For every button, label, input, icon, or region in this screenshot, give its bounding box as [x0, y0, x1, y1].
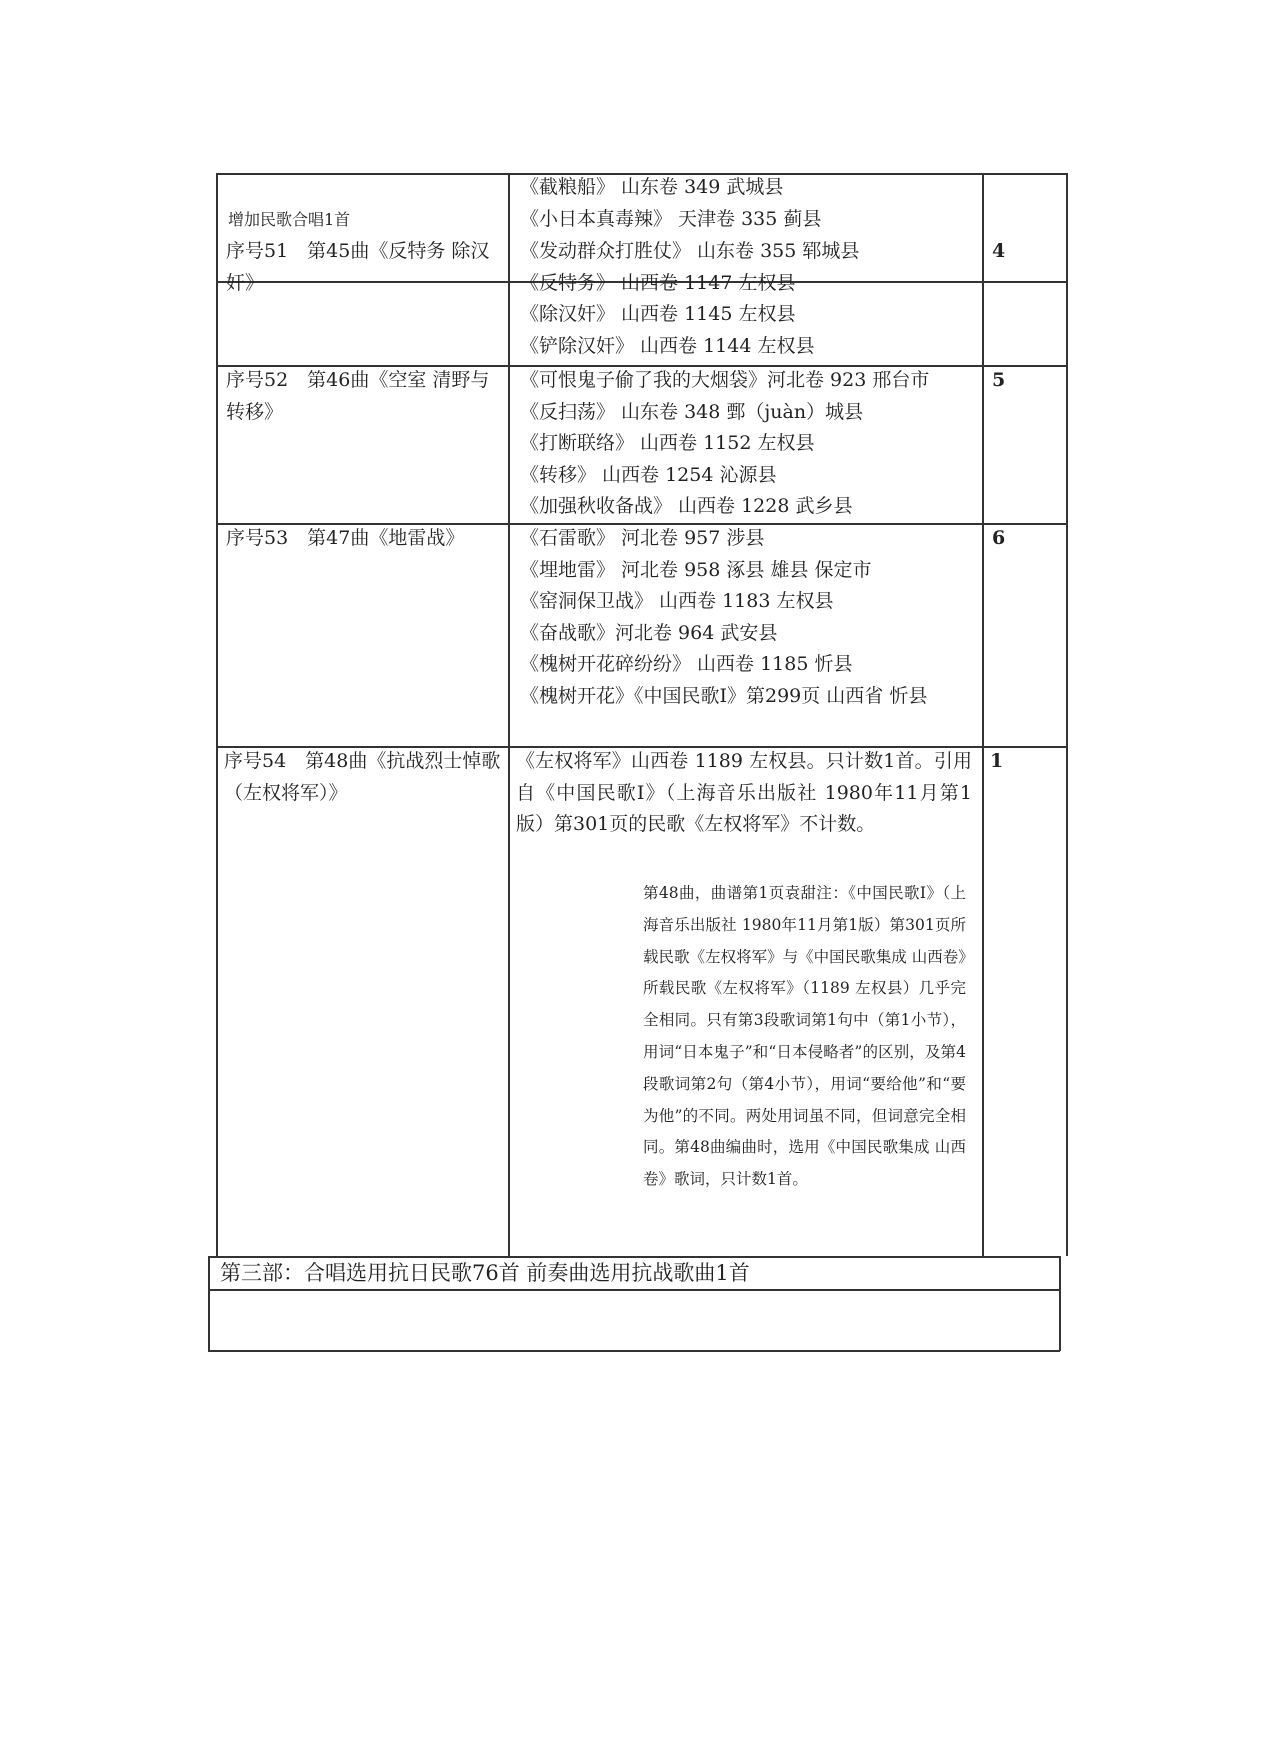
row-label: 序号52 第46曲《空室 清野与转移》: [226, 369, 490, 423]
song-entry: 《打断联络》 山西卷 1152 左权县: [520, 432, 815, 454]
row-label: 增加民歌合唱1首: [228, 210, 351, 229]
column-divider: [508, 173, 510, 1256]
section-heading: 第三部：合唱选用抗日民歌76首 前奏曲选用抗战歌曲1首: [220, 1261, 750, 1285]
song-entry: 《铲除汉奸》 山西卷 1144 左权县: [520, 334, 815, 357]
song-count: 6: [992, 527, 1006, 549]
table-border-bottom: [208, 1350, 1060, 1352]
song-entry: 《发动群众打胜仗》 山东卷 355 郓城县: [520, 240, 860, 262]
song-entry: 《截粮船》 山东卷 349 武城县: [520, 176, 784, 198]
song-entry: 《左权将军》山西卷 1189 左权县。只计数1首。引用自《中国民歌Ⅰ》（上海音乐出版社 1980年11月第1版）第301页的民歌《左权将军》不计数。: [516, 750, 972, 835]
row-label: 序号51 第45曲《反特务 除汉奸》: [226, 240, 490, 294]
row-divider: [208, 1289, 1060, 1291]
column-divider: [982, 173, 984, 1256]
song-list: [520, 365, 929, 523]
table-border-left-lower: [208, 1256, 210, 1351]
song-entry: 《可恨鬼子偷了我的大烟袋》河北卷 923 邢台市: [520, 369, 930, 391]
song-list: [520, 236, 859, 362]
song-count: 1: [990, 750, 1004, 772]
song-entry: 《槐树开花》《中国民歌Ⅰ》第299页 山西省 忻县: [520, 684, 928, 707]
song-entry: 《转移》 山西卷 1254 沁源县: [520, 463, 777, 486]
song-count: 4: [992, 240, 1006, 262]
song-count: 5: [992, 369, 1006, 391]
song-entry: 《反特务》 山西卷 1147 左权县: [520, 271, 796, 294]
song-entry: 《加强秋收备战》 山西卷 1228 武乡县: [520, 495, 853, 517]
song-entry: 《窑洞保卫战》 山西卷 1183 左权县: [520, 590, 834, 612]
table-border-right-lower: [1059, 1256, 1061, 1351]
table-border-right: [1066, 173, 1068, 1256]
song-list: [520, 172, 821, 235]
song-list: [516, 746, 972, 841]
song-entry: 《反扫荡》 山东卷 348 鄄（juàn）城县: [520, 400, 864, 423]
song-entry: 《小日本真毒辣》 天津卷 335 蓟县: [520, 207, 822, 230]
editor-note: 第48曲，曲谱第1页袁甜注：《中国民歌Ⅰ》（上海音乐出版社 1980年11月第1版）第301页所载民歌《左权将军》与《中国民歌集成 山西卷》所载民歌《左权将军》（1189 左权县）几乎完全相同。只有第3段歌词第1句中（第1小节），用词“日本鬼子”和“日本侵略者”的区别，及第4段歌词第2句（第4小节），用词“要给他”和“要为他”的不同。两处用词虽不同，但词意完全相同。第48曲编曲时，选用《中国民歌集成 山西卷》歌词，只计数1首。: [643, 884, 966, 1189]
song-entry: 《埋地雷》 河北卷 958 涿县 雄县 保定市: [520, 558, 872, 581]
song-entry: 《石雷歌》 河北卷 957 涉县: [520, 527, 765, 549]
song-entry: 《除汉奸》 山西卷 1145 左权县: [520, 303, 796, 325]
song-entry: 《槐树开花碎纷纷》 山西卷 1185 忻县: [520, 653, 853, 675]
table-border-left: [216, 173, 218, 1256]
song-entry: 《奋战歌》河北卷 964 武安县: [520, 621, 778, 644]
row-label: 序号53 第47曲《地雷战》: [226, 527, 465, 549]
row-label: 序号54 第48曲《抗战烈士悼歌（左权将军）》: [224, 750, 501, 804]
song-list: [520, 523, 975, 712]
